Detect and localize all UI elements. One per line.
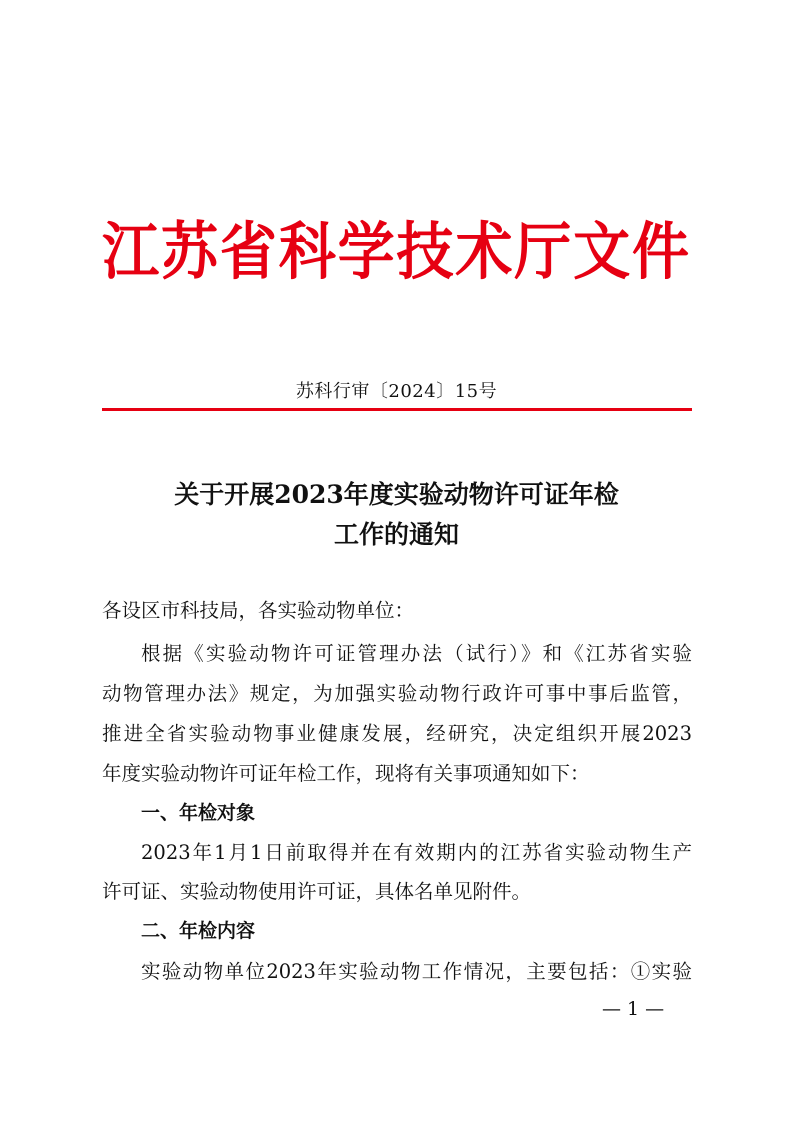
paragraph-1-line-1: 根据《实验动物许可证管理办法（试行）》和《江苏省实验 (141, 642, 692, 665)
section-heading-2: 二、年检内容 (141, 920, 256, 942)
document-number: 苏科行审〔2024〕15号 (295, 381, 498, 402)
salutation: 各设区市科技局，各实验动物单位： (102, 599, 415, 622)
paragraph-2-line-1: 2023年1月1日前取得并在有效期内的江苏省实验动物生产 (141, 841, 692, 864)
document-title-line-1: 关于开展2023年度实验动物许可证年检 (174, 480, 619, 509)
paragraph-1-line-2: 动物管理办法》规定，为加强实验动物行政许可事中事后监管， (102, 682, 692, 705)
section-heading-1: 一、年检对象 (141, 802, 256, 824)
masthead-title: 江苏省科学技术厅文件 (102, 215, 691, 288)
page-number: — 1 — (602, 998, 665, 1020)
red-divider-line (102, 408, 692, 411)
paragraph-3-line-1: 实验动物单位2023年实验动物工作情况，主要包括：①实验 (141, 960, 692, 983)
paragraph-2-line-2: 许可证、实验动物使用许可证，具体名单见附件。 (102, 880, 532, 903)
document-title-line-2: 工作的通知 (333, 520, 459, 549)
paragraph-1-line-4: 年度实验动物许可证年检工作，现将有关事项通知如下： (102, 762, 590, 785)
paragraph-1-line-3: 推进全省实验动物事业健康发展，经研究，决定组织开展2023 (102, 722, 692, 745)
